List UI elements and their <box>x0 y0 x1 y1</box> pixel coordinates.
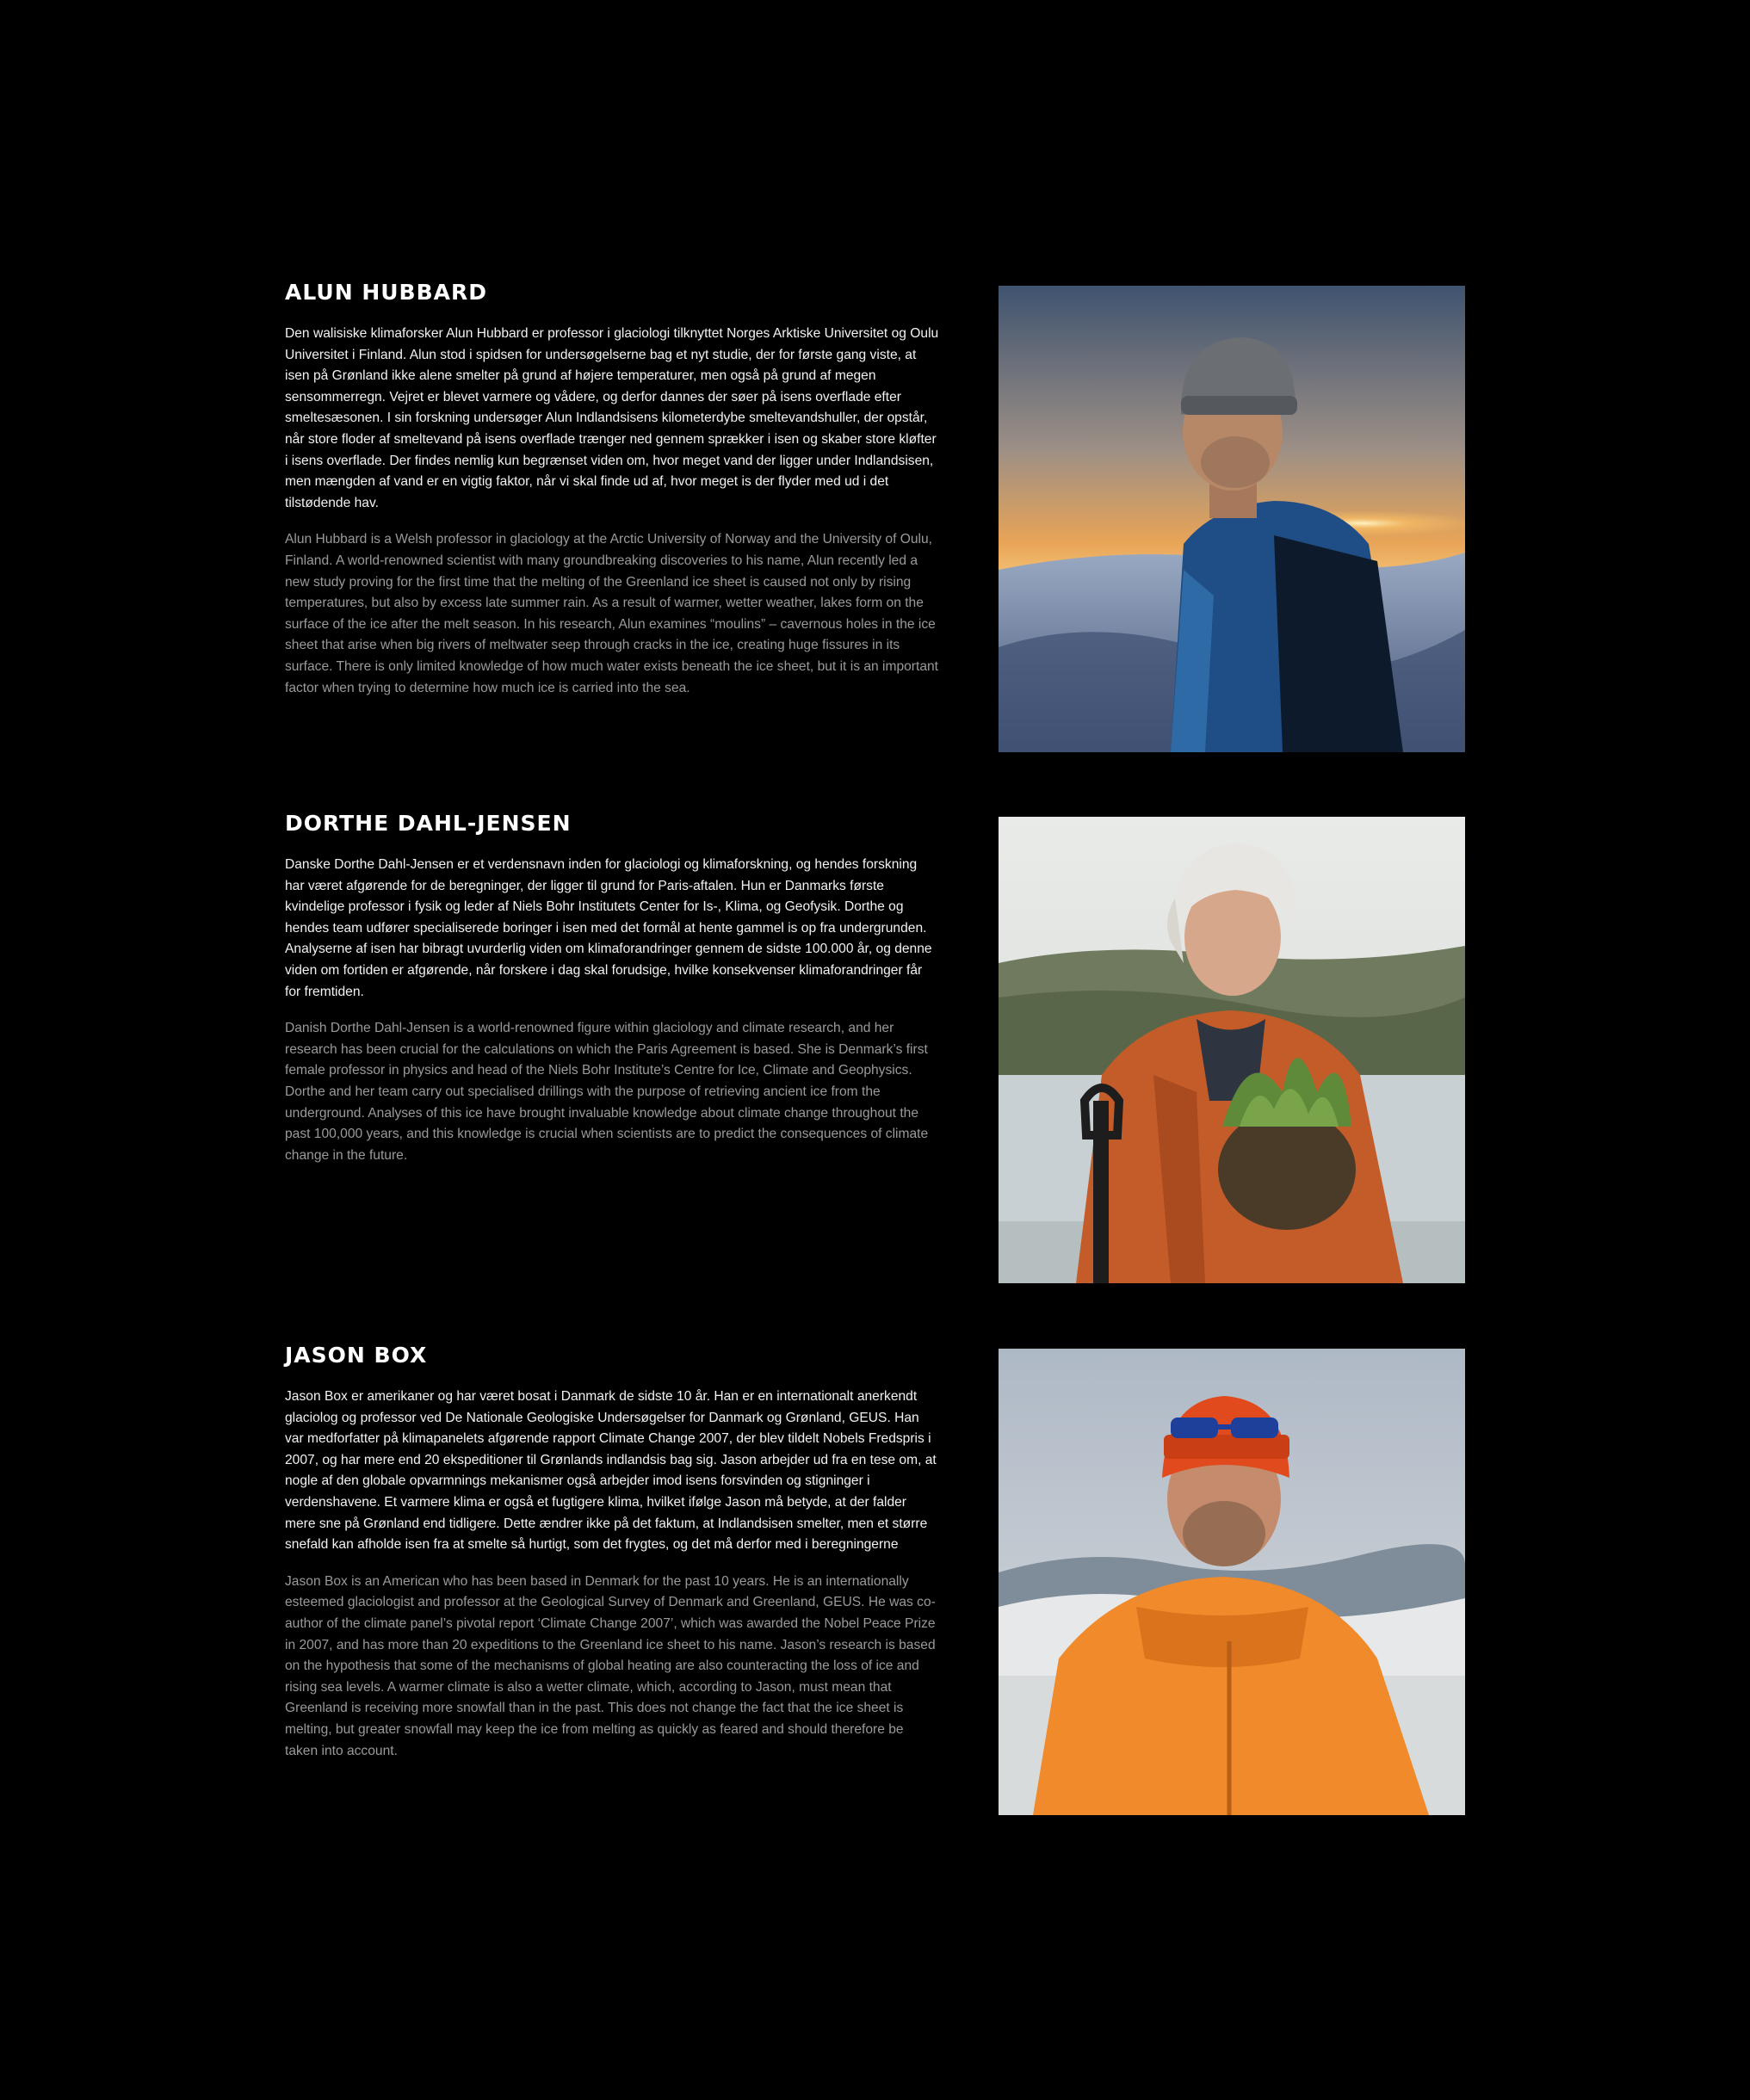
profile-text <box>285 275 939 699</box>
profile-text <box>285 806 939 1166</box>
portrait-photo-jason-box <box>999 1349 1465 1815</box>
portrait-photo-dorthe-dahl-jensen <box>999 817 1465 1283</box>
profile-text <box>285 1338 939 1762</box>
profile-bio-danish: Jason Box er amerikaner og har været bosat i Danmark de sidste 10 år. Han er en internationalt anerkendt glaciolog og professor ved De Nationale Geologiske Undersøgelser for Danmark og Grønland, GEUS. Han var medforfatter på klimapanelets afgørende rapport Climate Change 2007, der blev tildelt Nobels Fredspris i 2007, og har mere end 20 ekspeditioner til Grønlands indlandsis bag sig. Jason arbejder ud fra en tese om, at nogle af den globale opvarmnings mekanismer også arbejder imod isens forsvinden og stigninger i verdenshavene. Et varmere klima er også et fugtigere klima, hvilket ifølge Jason må betyde, at der falder mere sne på Grønland end tidligere. Dette ændrer ikke på det faktum, at Indlandsisen smelter, men et større snefald kan afholde isen fra at smelte så hurtigt, som det frygtes, og det må derfor med i beregningerne <box>285 1389 937 1553</box>
profile-bio-danish: Danske Dorthe Dahl-Jensen er et verdensnavn inden for glaciologi og klimaforskning, og hendes forskning har været afgørende for de beregninger, der ligger til grund for Paris-aftalen. Hun er Danmarks første kvindelige professor i fysik og leder af Niels Bohr Institutets Center for Is-, Klima, og Geofysik. Dorthe og hendes team udfører specialiserede boringer i isen med det formål at hente gammel is op fra undergrunden. Analyserne af isen har bibragt uvurderlig viden om klimaforandringer gennem de sidste 100.000 år, og denne viden om fortiden er afgørende, når forskere i dag skal forudsige, hvilke konsekvenser klimaforandringer får for fremtiden. <box>285 857 932 999</box>
profile-name: ALUN HUBBARD <box>285 280 487 305</box>
profile-name: JASON BOX <box>285 1343 428 1368</box>
profile-bio-english: Alun Hubbard is a Welsh professor in glaciology at the Arctic University of Norway and the University of Oulu, Finland. A world-renowned scientist with many groundbreaking discoveries to his name, Alun recently led a new study proving for the first time that the melting of the Greenland ice sheet is caused not only by rising temperatures, but also by excess late summer rain. As a result of warmer, wetter weather, lakes form on the surface of the ice after the melt season. In his research, Alun examines “moulins” – cavernous holes in the ice sheet that arise when big rivers of meltwater seep through cracks in the ice, creating huge fissures in its surface. There is only limited knowledge of how much water exists beneath the ice sheet, but it is an important factor when trying to determine how much ice is carried into the sea. <box>285 532 938 695</box>
portrait-photo-alun-hubbard <box>999 286 1465 752</box>
profile-bio-english: Jason Box is an American who has been based in Denmark for the past 10 years. He is an internationally esteemed glaciologist and professor at the Geological Survey of Denmark and Greenland, GEUS. He was co-author of the climate panel’s pivotal report ‘Climate Change 2007’, which was awarded the Nobel Peace Prize in 2007, and has more than 20 expeditions to the Greenland ice sheet to his name. Jason’s research is based on the hypothesis that some of the mechanisms of global heating are also counteracting the loss of ice and rising sea levels. A warmer climate is also a wetter climate, which, according to Jason, must mean that Greenland is receiving more snowfall than in the past. This does not change the fact that the ice sheet is melting, but greater snowfall may keep the ice from melting as quickly as feared and should therefore be taken into account. <box>285 1573 936 1758</box>
profile-bio-english: Danish Dorthe Dahl-Jensen is a world-renowned figure within glaciology and climate research, and her research has been crucial for the calculations on which the Paris Agreement is based. She is Denmark’s first female professor in physics and head of the Niels Bohr Institute’s Centre for Ice, Climate and Geophysics. Dorthe and her team carry out specialised drillings with the purpose of retrieving ancient ice from the underground. Analyses of this ice have brought invaluable knowledge about climate change throughout the past 100,000 years, and this knowledge is crucial when scientists are to predict the consequences of climate change in the future. <box>285 1021 929 1163</box>
profile-name: DORTHE DAHL-JENSEN <box>285 811 572 836</box>
profile-bio-danish: Den walisiske klimaforsker Alun Hubbard er professor i glaciologi tilknyttet Norges Arktiske Universitet og Oulu Universitet i Finland. Alun stod i spidsen for undersøgelserne bag et nyt studie, der for første gang viste, at isen på Grønland ikke alene smelter på grund af højere temperaturer, men også på grund af megen sensommerregn. Vejret er blevet varmere og vådere, og derfor dannes der søer på isens overflade efter smeltesæsonen. I sin forskning undersøger Alun Indlandsisens kilometerdybe smeltevandshuller, der opstår, når store floder af smeltevand på isens overflade trænger ned gennem sprækker i isen og skaber store kløfter i isens overflade. Der findes nemlig kun begrænset viden om, hvor meget vand der ligger under Indlandsisen, men mængden af vand er en vigtig faktor, når vi skal finde ud af, hvor meget is der flyder med ud i det tilstødende hav. <box>285 326 939 510</box>
